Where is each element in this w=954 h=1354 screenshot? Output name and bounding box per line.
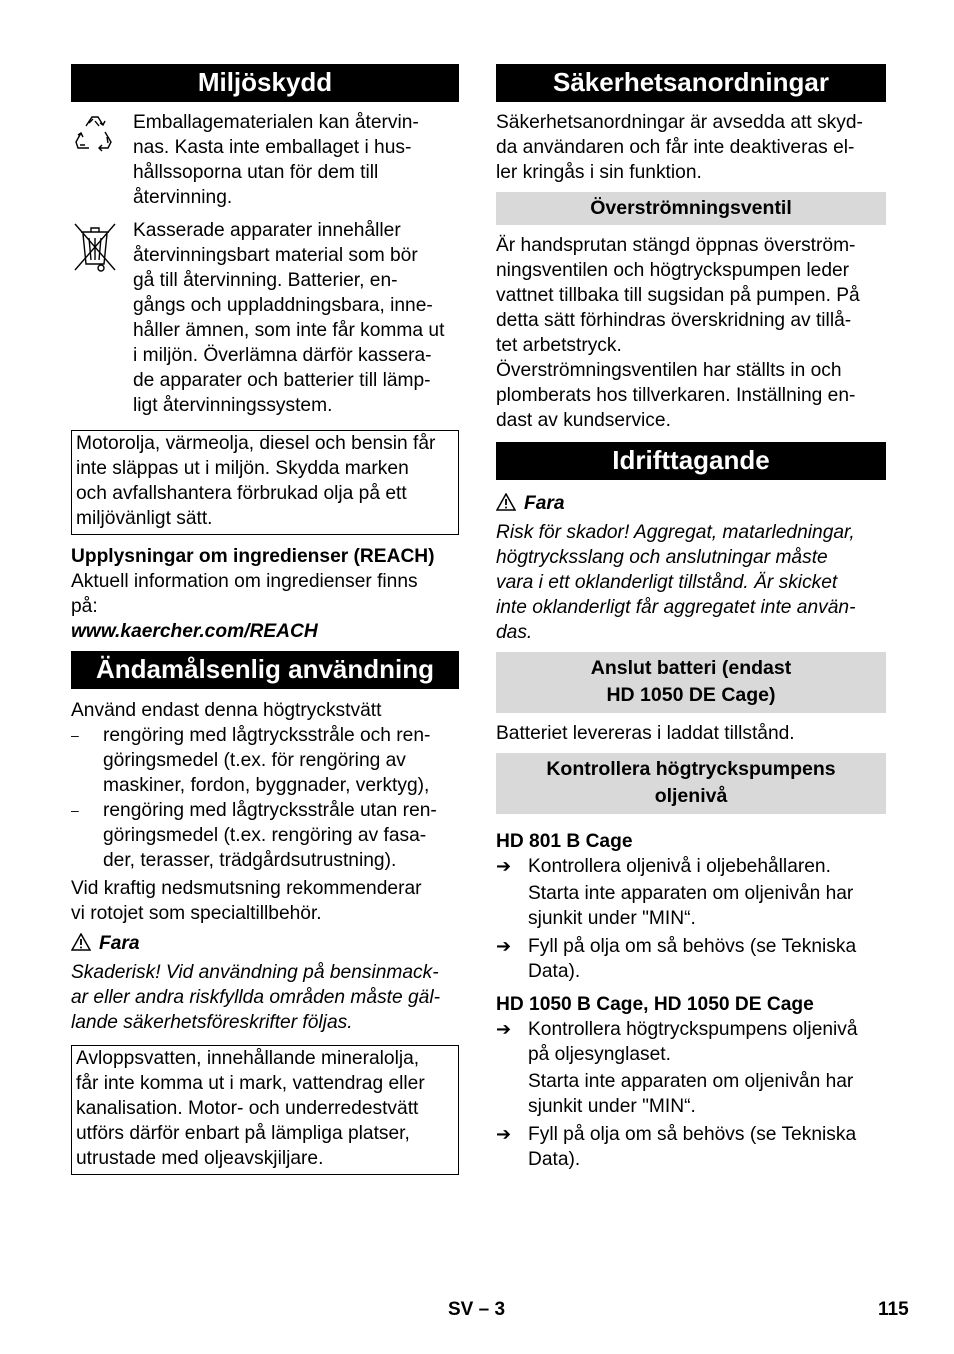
list-item	[496, 1122, 886, 1172]
recycle-icon	[71, 110, 133, 210]
step-note: Starta inte apparaten om oljenivån har sjunkit under "MIN“.	[528, 1071, 854, 1117]
list-item	[496, 854, 886, 879]
arrow-right-icon: ➔	[496, 1124, 512, 1144]
steps-hd1050-fill	[496, 1122, 886, 1172]
section-title-idrifttagande: Idrifttagande	[496, 442, 886, 480]
list-item	[496, 1017, 886, 1067]
danger-text: Risk för skador! Aggregat, matarledningar, högtrycksslang och anslutningar måste vara i ett oklanderligt tillstånd. Är skicket inte oklanderligt får aggregatet inte använ- das.	[496, 522, 856, 643]
left-column	[71, 64, 459, 1175]
safety-text: Säkerhetsanordningar är avsedda att skyd- da användaren och får inte deaktiveras el- ler kringås i sin funktion.	[496, 112, 863, 183]
warning-triangle-icon	[71, 933, 91, 951]
model-heading-hd801: HD 801 B Cage	[496, 831, 633, 852]
overflow-valve-text: Är handsprutan stängd öppnas överström- ningsventilen och högtryckspumpen leder vattnet tillbaka till sugsidan på pumpen. På detta sätt förhindras överskridning av tillå- tet arbetstryck. Överströmningsventilen har ställts in och plomberats hos tillverkaren. Inställning en- dast av kundservice.	[496, 235, 860, 431]
model-heading-hd1050: HD 1050 B Cage, HD 1050 DE Cage	[496, 994, 814, 1015]
danger-label: Fara	[524, 493, 565, 514]
recycle-text: Emballagematerialen kan återvin- nas. Kasta inte emballaget i hus- hållssoporna utan för dem till återvinning.	[133, 112, 419, 208]
danger-text: Skaderisk! Vid användning på bensinmack- ar eller andra riskfyllda områden måste gäl- lande säkerhetsföreskrifter följas.	[71, 962, 440, 1033]
subsection-title-battery: Anslut batteri (endast HD 1050 DE Cage)	[496, 652, 886, 713]
section-title-miljoskydd: Miljöskydd	[71, 64, 459, 102]
usage-list	[71, 723, 459, 873]
recycle-note	[71, 110, 459, 210]
arrow-right-icon: ➔	[496, 1019, 512, 1039]
step-text: Fyll på olja om så behövs (se Tekniska Data).	[528, 936, 857, 982]
danger-heading	[496, 491, 886, 516]
dash-bullet: –	[71, 727, 79, 743]
section-title-sakerhetsanordningar: Säkerhetsanordningar	[496, 64, 886, 102]
right-column	[496, 64, 886, 1172]
warning-triangle-icon	[496, 493, 516, 511]
step-text: Kontrollera oljenivå i oljebehållaren.	[528, 856, 831, 877]
battery-text: Batteriet levereras i laddat tillstånd.	[496, 723, 795, 744]
step-text: Kontrollera högtryckspumpens oljenivå på oljesynglaset.	[528, 1019, 858, 1065]
list-item	[71, 723, 459, 798]
steps-hd1050	[496, 1017, 886, 1067]
crossed-bin-icon	[71, 218, 133, 418]
list-item	[71, 798, 459, 873]
danger-label: Fara	[99, 933, 140, 954]
dash-bullet: –	[71, 802, 79, 818]
subsection-title-overstromningsventil: Överströmningsventil	[496, 192, 886, 225]
subsection-title-oil-level: Kontrollera högtryckspumpens oljenivå	[496, 753, 886, 814]
waste-water-box	[71, 1045, 459, 1175]
arrow-right-icon: ➔	[496, 936, 512, 956]
steps-hd801	[496, 854, 886, 879]
reach-url-link[interactable]: www.kaercher.com/REACH	[71, 621, 318, 642]
section-title-andamalsenlig: Ändamålsenlig användning	[71, 651, 459, 689]
rotojet-recommendation: Vid kraftig nedsmutsning rekommenderar vi rotojet som specialtillbehör.	[71, 878, 422, 924]
danger-heading	[71, 931, 459, 956]
reach-heading: Upplysningar om ingredienser (REACH)	[71, 546, 435, 567]
oil-warning-box	[71, 430, 459, 535]
usage-item-text: rengöring med lågtrycksstråle utan ren- göringsmedel (t.ex. rengöring av fasa- der, terasser, trädgårdsutrustning).	[103, 800, 437, 871]
list-item	[496, 934, 886, 984]
footer-page-number: 115	[878, 1299, 909, 1320]
footer-language-page: SV – 3	[448, 1299, 506, 1320]
weee-text: Kasserade apparater innehåller återvinningsbart material som bör gå till återvinning. Batterier, en- gångs och uppladdningsbara, inne- håller ämnen, som inte får komma ut i miljön. Överlämna därför kassera- de apparater och batterier till lämp- ligt återvinningssystem.	[133, 220, 445, 416]
reach-text: Aktuell information om ingredienser finns på:	[71, 571, 418, 617]
steps-hd801-fill	[496, 934, 886, 984]
arrow-right-icon: ➔	[496, 856, 512, 876]
oil-warning-text: Motorolja, värmeolja, diesel och bensin får inte släppas ut i miljön. Skydda marken och avfallshantera förbrukad olja på ett miljövänligt sätt.	[76, 433, 436, 529]
waste-water-text: Avloppsvatten, innehållande mineralolja, får inte komma ut i mark, vattendrag eller kanalisation. Motor- och underredestvätt utförs därför enbart på lämpliga platser, utrustade med oljeavskjiljare.	[76, 1048, 425, 1169]
step-text: Fyll på olja om så behövs (se Tekniska Data).	[528, 1124, 857, 1170]
usage-item-text: rengöring med lågtrycksstråle och ren- göringsmedel (t.ex. för rengöring av maskiner, fordon, byggnader, verktyg),	[103, 725, 431, 796]
usage-intro: Använd endast denna högtryckstvätt	[71, 700, 382, 721]
step-note: Starta inte apparaten om oljenivån har sjunkit under "MIN“.	[528, 883, 854, 929]
weee-note	[71, 218, 459, 418]
